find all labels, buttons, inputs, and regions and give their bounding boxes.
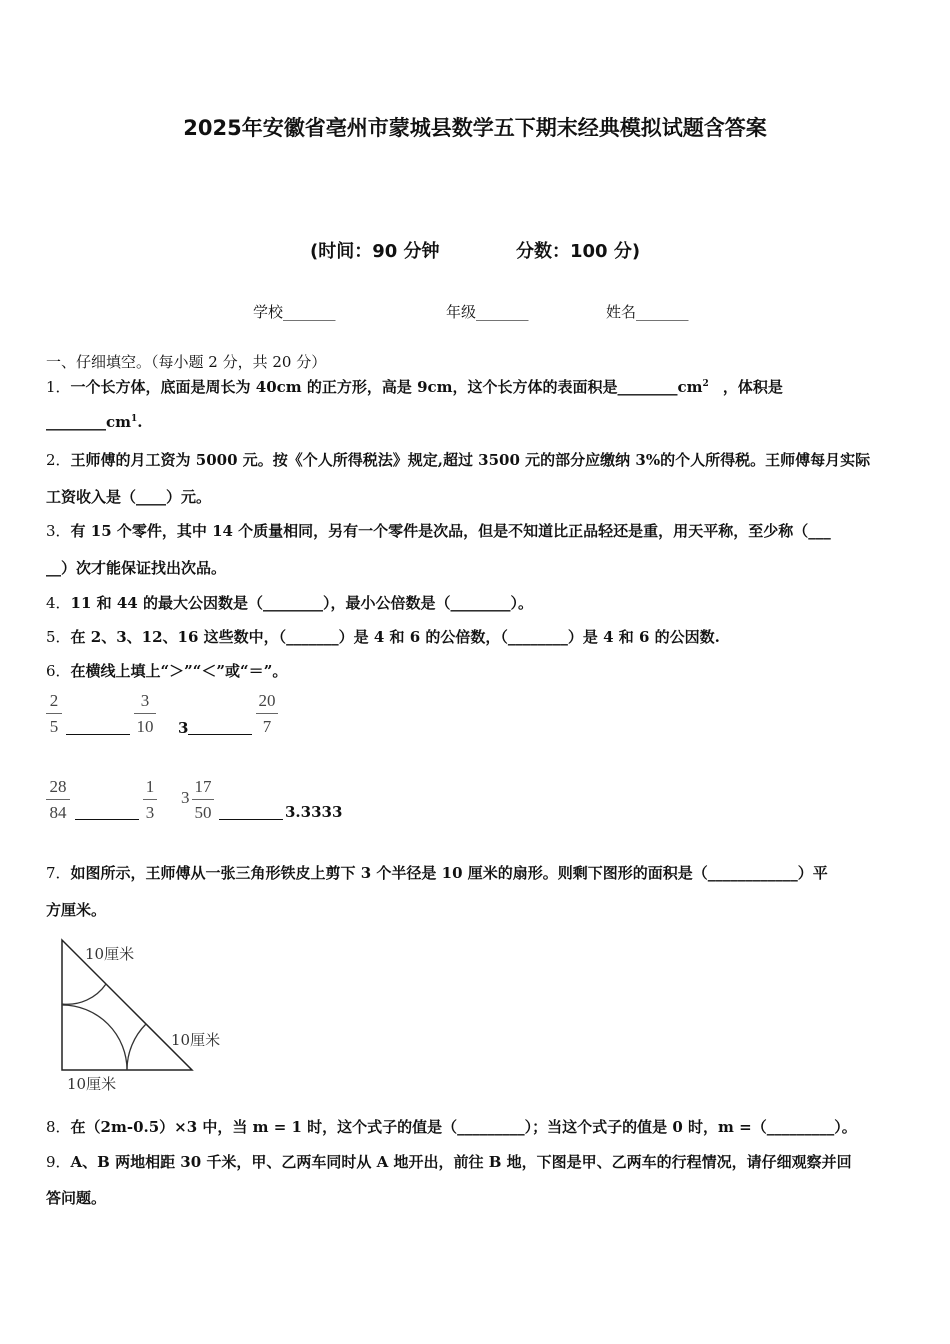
label-right: 10厘米 [171, 1031, 221, 1049]
question-number: 2． [46, 451, 71, 469]
question-2-line1 [46, 449, 870, 470]
grade-field: 年级_______ [446, 303, 529, 321]
question-3-line1 [46, 520, 831, 541]
label-bottom: 10厘米 [67, 1075, 117, 1093]
answer-blank[interactable] [188, 734, 252, 735]
question-text: 一个长方体，底面是周长为 40cm 的正方形，高是 9cm，这个长方体的表面积是________cm [70, 378, 703, 396]
decimal-value: 3.3333 [285, 803, 343, 821]
question-7-line2: 方厘米。 [46, 901, 107, 919]
question-number: 6． [46, 662, 71, 680]
fraction: 28 84 [46, 776, 70, 824]
question-number: 8． [46, 1118, 71, 1136]
answer-blank[interactable] [66, 734, 130, 735]
question-8 [46, 1116, 857, 1137]
question-text: 如图所示，王师傅从一张三角形铁皮上剪下 3 个半径是 10 厘米的扇形。则剩下图形的面积是（____________）平 [70, 864, 828, 882]
page-title: 2025年安徽省亳州市蒙城县数学五下期末经典模拟试题含答案 [183, 116, 767, 140]
question-5 [46, 626, 720, 647]
question-number: 5． [46, 628, 71, 646]
fraction: 3 10 [134, 690, 156, 738]
question-9-line2: 答问题。 [46, 1189, 107, 1207]
question-3-line2: __）次才能保证找出次品。 [46, 559, 227, 577]
question-2-line2: 工资收入是（____）元。 [46, 488, 212, 506]
question-text: 11 和 44 的最大公因数是（________），最小公倍数是（________）。 [70, 594, 533, 612]
question-text: ________cm [46, 413, 132, 431]
fraction: 1 3 [143, 776, 157, 824]
superscript: 1 [131, 414, 138, 424]
exam-time: (时间：90 分钟 [310, 241, 440, 262]
question-7-line1 [46, 862, 828, 883]
question-number: 4． [46, 594, 71, 612]
fraction: 17 50 [192, 776, 214, 824]
question-4 [46, 592, 533, 613]
question-number: 1． [46, 378, 71, 396]
fraction: 20 7 [256, 690, 278, 738]
school-field: 学校_______ [253, 303, 336, 321]
whole-number: 3 [178, 719, 189, 737]
question-text: 在 2、3、12、16 这些数中，（_______）是 4 和 6 的公倍数，（________）是 4 和 6 的公因数. [70, 628, 720, 646]
question-text: 王师傅的月工资为 5000 元。按《个人所得税法》规定,超过 3500 元的部分应缴纳 3%的个人所得税。王师傅每月实际 [70, 451, 871, 469]
question-1-line1 [46, 376, 783, 397]
question-text: 有 15 个零件，其中 14 个质量相同，另有一个零件是次品，但是不知道比正品轻还是重，用天平称，至少称（___ [70, 522, 831, 540]
question-text: A、B 两地相距 30 千米，甲、乙两车同时从 A 地开出，前往 B 地，下图是甲、乙两车的行程情况，请仔细观察并回 [70, 1153, 852, 1171]
label-top: 10厘米 [85, 945, 135, 963]
question-text: . [137, 413, 143, 431]
question-9-line1 [46, 1151, 852, 1172]
question-text: 在（2m-0.5）×3 中，当 m = 1 时，这个式子的值是（_________）；当这个式子的值是 0 时，m =（_________）。 [70, 1118, 857, 1136]
answer-blank[interactable] [75, 819, 139, 820]
question-text: 在横线上填上“＞”“＜”或“＝”。 [70, 662, 288, 680]
question-text: ，体积是 [722, 378, 783, 396]
question-number: 3． [46, 522, 71, 540]
question-1-line2 [46, 413, 143, 431]
question-number: 9． [46, 1153, 71, 1171]
question-number: 7． [46, 864, 71, 882]
exam-score: 分数：100 分) [516, 241, 641, 262]
name-field: 姓名_______ [606, 303, 689, 321]
section-heading: 一、仔细填空。（每小题 2 分，共 20 分） [46, 353, 327, 371]
triangle-figure [55, 932, 245, 1097]
answer-blank[interactable] [219, 819, 283, 820]
question-6 [46, 660, 287, 681]
mixed-number-whole: 3 [181, 788, 190, 807]
superscript: 2 [702, 379, 709, 389]
fraction: 2 5 [46, 690, 62, 738]
